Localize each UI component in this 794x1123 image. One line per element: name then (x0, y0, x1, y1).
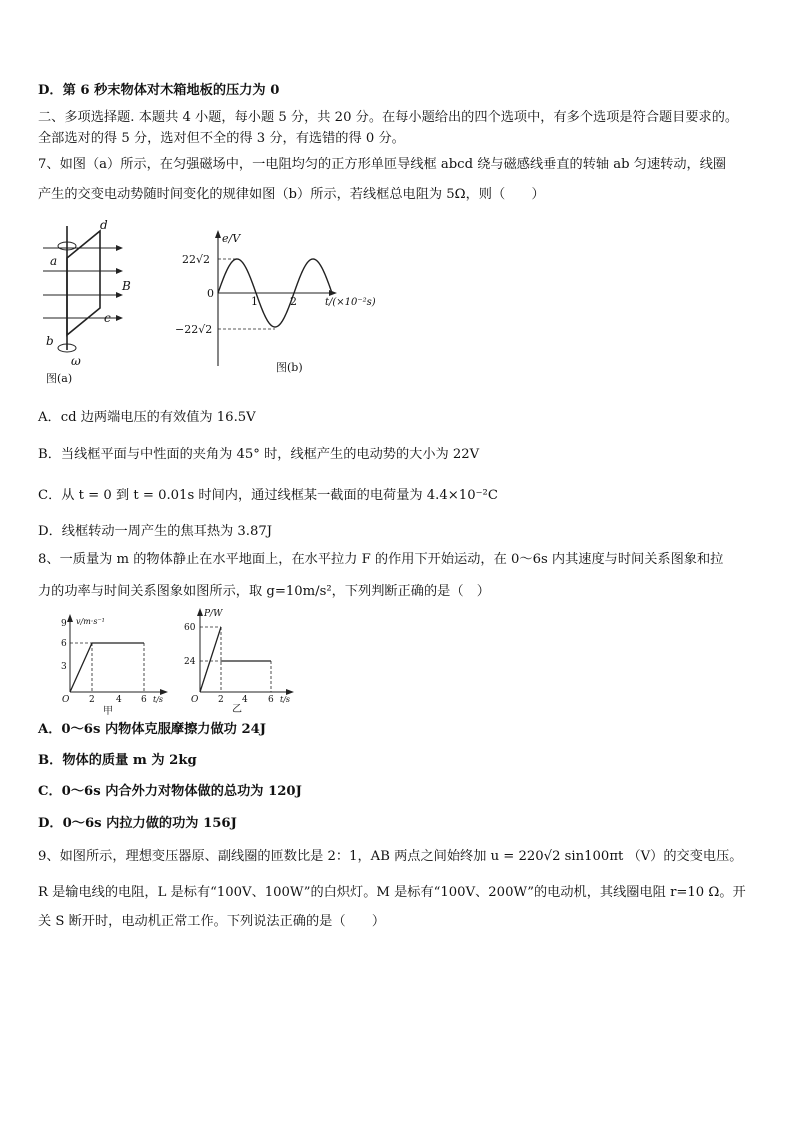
yi-origin: O (191, 695, 199, 705)
q8-stem-line1: 8、一质量为 m 的物体静止在水平地面上，在水平拉力 F 的作用下开始运动，在 0～6s 内其速度与时间关系图象和拉 (38, 552, 724, 567)
q7-stem-line2: 产生的交变电动势随时间变化的规律如图（b）所示，若线框总电阻为 5Ω，则（ ） (38, 187, 545, 202)
fig-a-label-omega: ω (71, 354, 81, 368)
q8-option-b: B．物体的质量 m 为 2kg (38, 753, 197, 768)
yi-y-axis-label: P/W (204, 609, 223, 619)
jia-y-tick-3: 3 (61, 662, 67, 672)
yi-caption: 乙 (232, 704, 242, 715)
q8-figure-jia (56, 612, 176, 717)
yi-y-tick-60: 60 (184, 623, 196, 633)
q7-option-c: C．从 t = 0 到 t = 0.01s 时间内，通过线框某一截面的电荷量为 4.4×10⁻²C (38, 488, 498, 503)
yi-y-tick-24: 24 (184, 657, 196, 667)
section2-instructions-line2: 全部选对的得 5 分，选对但不全的得 3 分，有选错的得 0 分。 (38, 131, 405, 146)
jia-y-tick-6: 6 (61, 639, 67, 649)
q7-stem-line1: 7、如图（a）所示，在匀强磁场中，一电阻均匀的正方形单匝导线框 abcd 绕与磁感线垂直的转轴 ab 匀速转动，线圈 (38, 157, 727, 172)
fig-b-y-max-label: 22√2 (182, 253, 211, 266)
q7-option-d: D．线框转动一周产生的焦耳热为 3.87J (38, 524, 273, 539)
jia-x-axis-label: t/s (153, 695, 164, 704)
q8-stem-line2: 力的功率与时间关系图象如图所示，取 g=10m/s²，下列判断正确的是（ ） (38, 584, 490, 599)
q7-option-a: A．cd 边两端电压的有效值为 16.5V (38, 410, 256, 425)
q9-stem-line1: 9、如图所示，理想变压器原、副线圈的匝数比是 2：1，AB 两点之间始终加 u = 220√2 sin100πt （V）的交变电压。 (38, 849, 743, 864)
section2-instructions-line1: 二、多项选择题. 本题共 4 小题，每小题 5 分，共 20 分。在每小题给出的四个选项中，有多个选项是符合题目要求的。 (38, 110, 739, 125)
jia-x-tick-6: 6 (141, 695, 147, 705)
fig-b-x-axis-label: t/(×10⁻²s) (325, 297, 376, 308)
yi-x-tick-2: 2 (218, 695, 224, 705)
q8-figure-yi (180, 606, 300, 715)
yi-x-tick-4: 4 (242, 695, 248, 705)
fig-a-label-c: c (104, 311, 111, 325)
power-rise-line (200, 627, 221, 692)
q9-stem-line2: R 是输电线的电阻，L 是标有“100V、100W”的白炽灯。M 是标有“100V、200W”的电动机，其线圈电阻 r=10 Ω。开 (38, 885, 746, 900)
q8-option-d: D．0～6s 内拉力做的功为 156J (38, 816, 237, 831)
yi-x-tick-6: 6 (268, 695, 274, 705)
q8-option-a: A．0～6s 内物体克服摩擦力做功 24J (38, 722, 267, 737)
jia-x-tick-2: 2 (89, 695, 95, 705)
fig-a-label-a: a (50, 254, 58, 268)
q8-option-c: C．0～6s 内合外力对物体做的总功为 120J (38, 784, 302, 799)
jia-origin: O (62, 695, 70, 705)
fig-b-tick-2: 2 (290, 295, 297, 308)
jia-caption: 甲 (103, 706, 113, 717)
jia-y-axis-label: v/m·s⁻¹ (76, 617, 105, 626)
q7-option-b: B．当线框平面与中性面的夹角为 45° 时，线框产生的电动势的大小为 22V (38, 447, 480, 462)
fig-b-caption: 图(b) (276, 361, 303, 374)
fig-b-y-axis-label: e/V (222, 232, 241, 245)
fig-a-caption: 图(a) (46, 372, 73, 385)
yi-x-axis-label: t/s (280, 695, 291, 704)
q7-figure-a (38, 218, 138, 388)
q7-figure-b (175, 228, 395, 378)
fig-a-label-B: B (122, 279, 131, 293)
jia-x-tick-4: 4 (116, 695, 122, 705)
jia-y-tick-9: 9 (61, 619, 67, 629)
q9-stem-line3: 关 S 断开时，电动机正常工作。下列说法正确的是（ ） (38, 914, 386, 929)
q6-option-d: D．第 6 秒末物体对木箱地板的压力为 0 (38, 83, 280, 98)
fig-a-label-b: b (46, 334, 54, 348)
fig-b-origin-label: 0 (207, 287, 214, 300)
fig-b-y-min-label: −22√2 (175, 323, 213, 336)
fig-b-tick-1: 1 (251, 295, 258, 308)
fig-a-label-d: d (100, 218, 108, 232)
velocity-line (70, 643, 144, 692)
